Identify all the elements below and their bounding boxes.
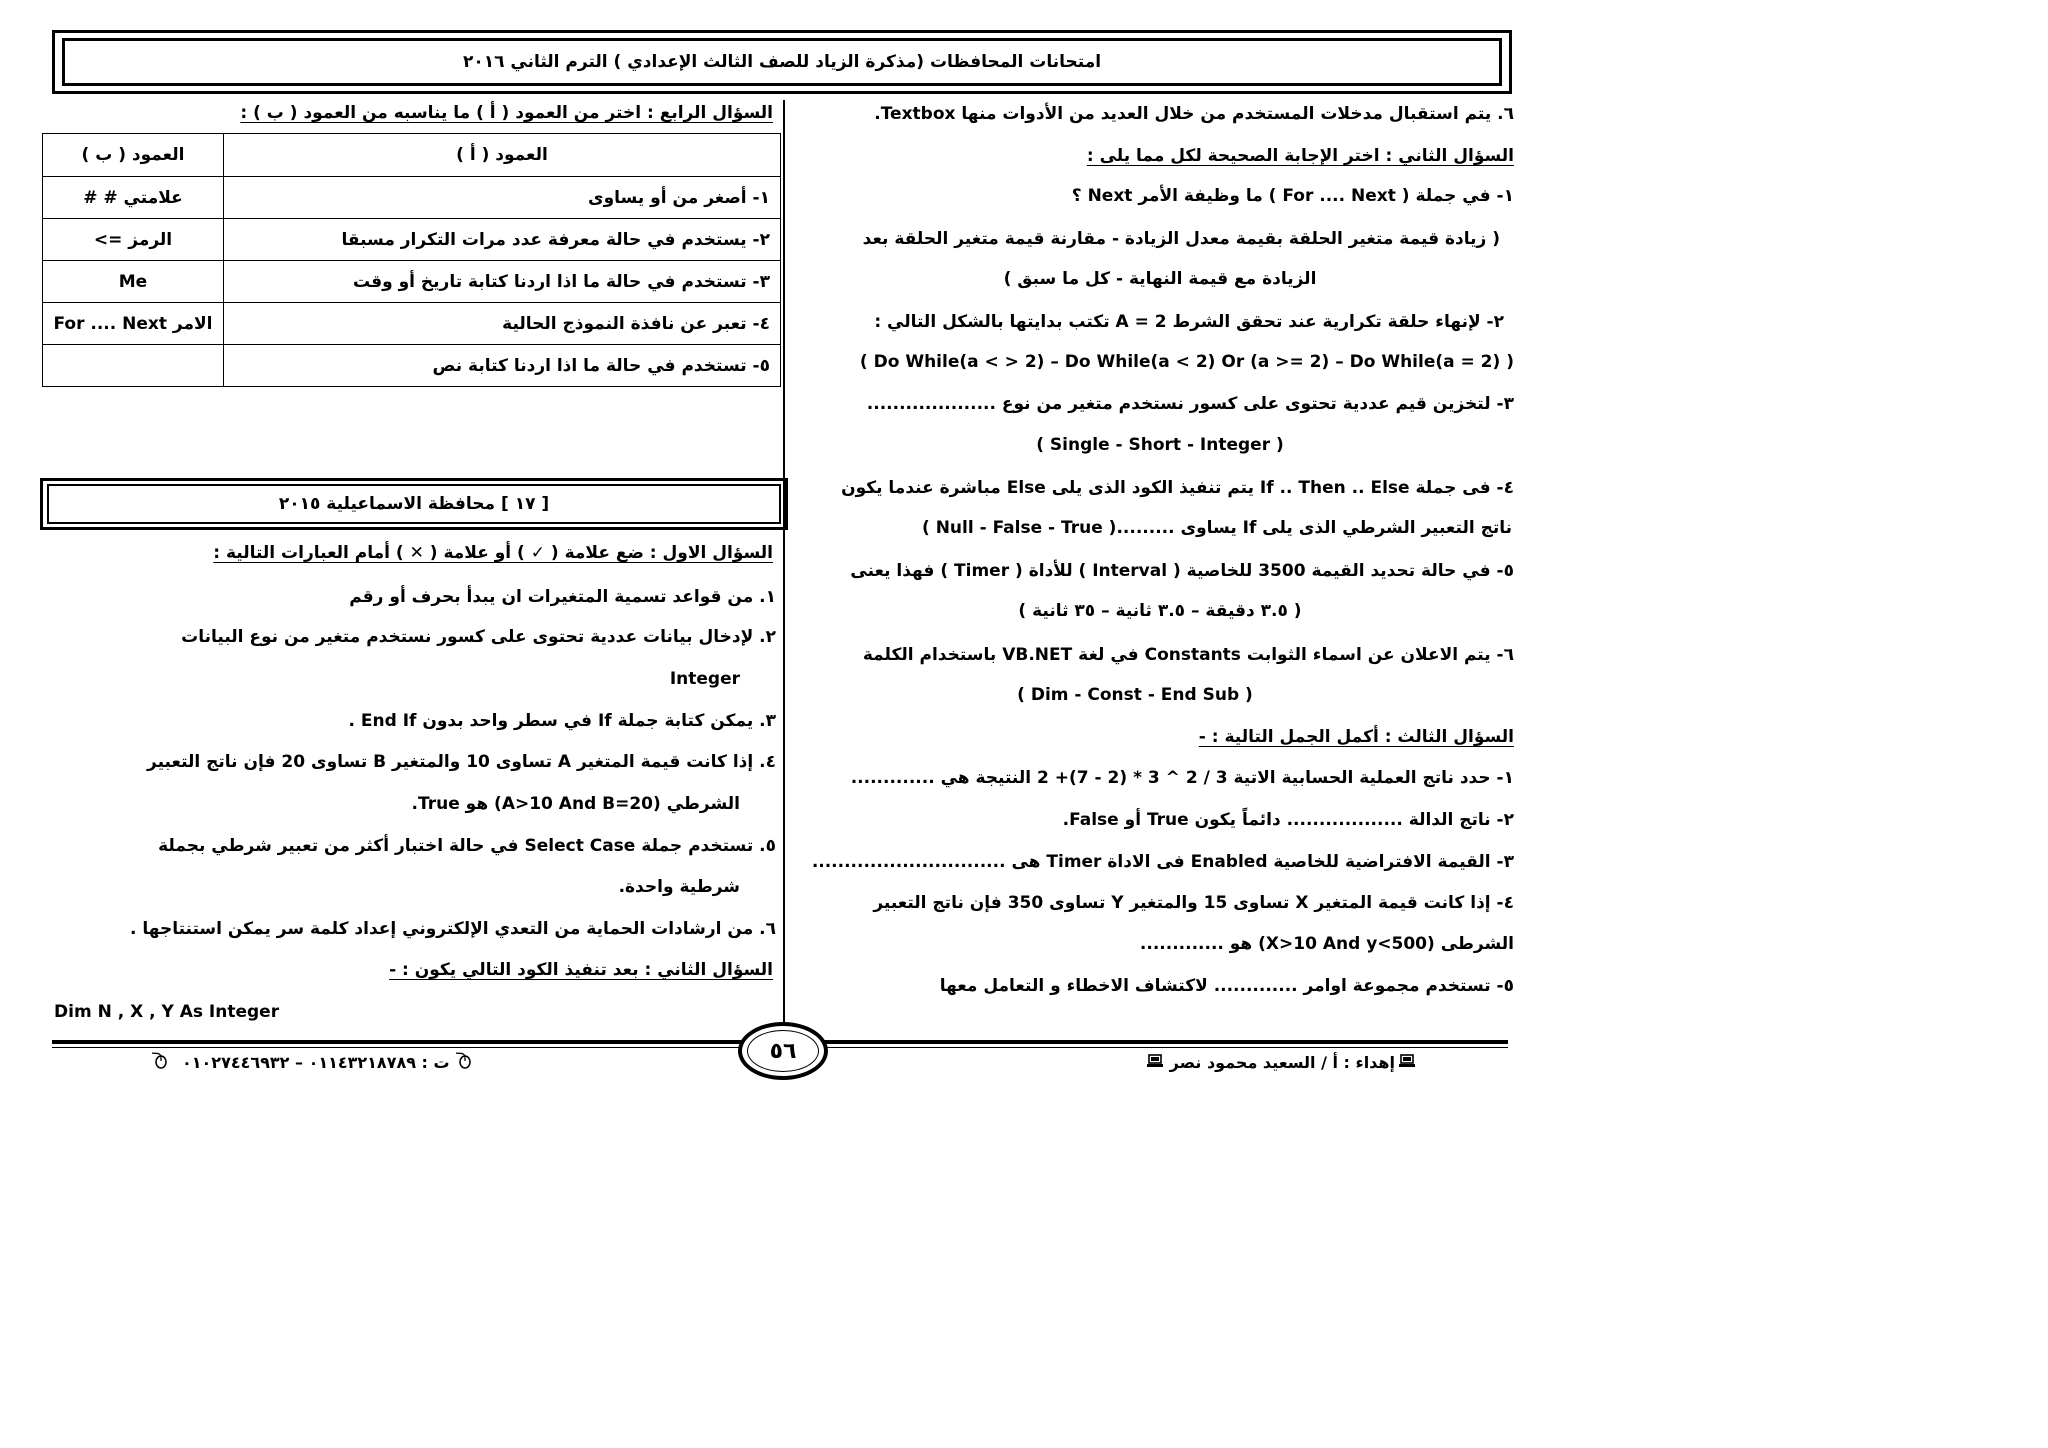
laptop-icon — [1398, 1053, 1416, 1072]
left-q2-title: السؤال الثاني : بعد تنفيذ الكود التالي يكون : - — [389, 960, 773, 980]
left-q1-1: ١. من قواعد تسمية المتغيرات ان يبدأ بحرف أو رقم — [349, 587, 776, 607]
code-line: Dim N , X , Y As Integer — [54, 1002, 280, 1022]
right-q3-4b: الشرطى (X>10 And y<500) هو ............. — [1139, 934, 1514, 954]
table-row — [43, 219, 781, 261]
header-title: امتحانات المحافظات (مذكرة الزياد للصف الثالث الإعدادي ) الترم الثاني ٢٠١٦ — [62, 38, 1502, 86]
right-q2-1: ١- في جملة ( For .... Next ) ما وظيفة الأمر Next ؟ — [1071, 186, 1514, 206]
right-q2-1-options-a: ( زيادة قيمة متغير الحلقة بقيمة معدل الزيادة - مقارنة قيمة متغير الحلقة بعد — [862, 229, 1500, 249]
table-cell-a: ٥- تستخدم في حالة ما اذا اردنا كتابة نص — [224, 345, 781, 387]
table-row — [43, 345, 781, 387]
left-q1-4a: ٤. إذا كانت قيمة المتغير A تساوى 10 والمتغير B تساوى 20 فإن ناتج التعبير — [147, 752, 776, 772]
table-row — [43, 303, 781, 345]
table-cell-b: الامر For .... Next — [43, 303, 224, 345]
right-q2-3: ٣- لتخزين قيم عددية تحتوى على كسور نستخدم متغير من نوع .................... — [866, 394, 1514, 414]
matching-table — [42, 133, 781, 387]
table-cell-b: الرمز => — [43, 219, 224, 261]
right-q3-5: ٥- تستخدم مجموعة اوامر ............. لاكتشاف الاخطاء و التعامل معها — [939, 976, 1514, 996]
right-q2-4b: ناتج التعبير الشرطي الذى يلى If يساوى .........( Null - False - True ) — [921, 518, 1512, 538]
right-q3-3: ٣- القيمة الافتراضية للخاصية Enabled فى الاداة Timer هى .............................. — [811, 852, 1514, 872]
right-q2-5-options: ( ٣.٥ دقيقة – ٣.٥ ثانية – ٣٥ ثانية ) — [1018, 601, 1302, 621]
left-q1-5a: ٥. تستخدم جملة Select Case في حالة اختبار أكثر من تعبير شرطي بجملة — [158, 836, 776, 856]
left-q1-title: السؤال الاول : ضع علامة ( ✓ ) أو علامة ( ✕ ) أمام العبارات التالية : — [213, 543, 773, 563]
right-q6-textbox: ٦. يتم استقبال مدخلات المستخدم من خلال العديد من الأدوات منها Textbox. — [874, 104, 1514, 124]
right-q3-1: ١- حدد ناتج العملية الحسابية الاتية 3 / 2 ^ 3 * (2 - 7)+ 2 النتيجة هي ............. — [850, 768, 1514, 788]
left-q1-4b: الشرطي (A>10 And B=20) هو True. — [411, 794, 740, 814]
right-q3-title: السؤال الثالث : أكمل الجمل التالية : - — [1198, 727, 1514, 747]
table-header-a: العمود ( أ ) — [224, 134, 781, 177]
table-cell-a: ٤- تعبر عن نافذة النموذج الحالية — [224, 303, 781, 345]
table-cell-a: ٣- تستخدم في حالة ما اذا اردنا كتابة تاريخ أو وقت — [224, 261, 781, 303]
right-q2-2: ٢- لإنهاء حلقة تكرارية عند تحقق الشرط A = 2 تكتب بدايتها بالشكل التالي : — [874, 312, 1504, 332]
left-q4-title: السؤال الرابع : اختر من العمود ( أ ) ما يناسبه من العمود ( ب ) : — [240, 103, 773, 123]
mouse-icon — [150, 1051, 168, 1073]
page-number: ٥٦ — [769, 1038, 797, 1064]
table-header-b: العمود ( ب ) — [43, 134, 224, 177]
page-number-badge — [738, 1022, 828, 1080]
right-q2-6: ٦- يتم الاعلان عن اسماء الثوابت Constants في لغة VB.NET باستخدام الكلمة — [862, 645, 1514, 665]
mouse-icon — [454, 1051, 472, 1073]
left-q1-2b: Integer — [669, 669, 740, 689]
table-row — [43, 261, 781, 303]
laptop-icon — [1146, 1053, 1164, 1072]
right-q2-title: السؤال الثاني : اختر الإجابة الصحيحة لكل مما يلى : — [1086, 146, 1514, 166]
column-divider — [783, 100, 785, 1038]
table-cell-b — [43, 345, 224, 387]
table-row — [43, 177, 781, 219]
left-q1-5b: شرطية واحدة. — [618, 877, 740, 897]
right-q2-4a: ٤- فى جملة If .. Then .. Else يتم تنفيذ الكود الذى يلى Else مباشرة عندما يكون — [841, 478, 1514, 498]
right-q2-3-options: ( Single - Short - Integer ) — [1036, 435, 1284, 455]
right-q2-1-options-b: الزيادة مع قيمة النهاية - كل ما سبق ) — [1003, 269, 1317, 289]
phones-text: ت : ٠١١٤٣٢١٨٧٨٩ – ٠١٠٢٧٤٤٦٩٣٢ — [182, 1052, 450, 1072]
right-q2-5: ٥- في حالة تحديد القيمة 3500 للخاصية ( Interval ) للأداة ( Timer ) فهذا يعنى — [850, 561, 1514, 581]
left-q1-3: ٣. يمكن كتابة جملة If في سطر واحد بدون End If . — [348, 711, 776, 731]
right-q2-2-options: ( Do While(a < > 2) – Do While(a < 2) Or (a >= 2) – Do While(a = 2) ) — [859, 352, 1514, 372]
right-q2-6-options: ( Dim - Const - End Sub ) — [1017, 685, 1253, 705]
table-cell-a: ١- أصغر من أو يساوى — [224, 177, 781, 219]
right-q3-2: ٢- ناتج الدالة .................. دائماً يكون True أو False. — [1062, 810, 1514, 830]
left-q1-2a: ٢. لإدخال بيانات عددية تحتوى على كسور نستخدم متغير من نوع البيانات — [181, 627, 776, 647]
table-cell-b: علامتي # # — [43, 177, 224, 219]
left-q1-6: ٦. من ارشادات الحماية من التعدي الإلكتروني إعداد كلمة سر يمكن استنتاجها . — [129, 919, 776, 939]
section-title: [ ١٧ ] محافظة الاسماعيلية ٢٠١٥ — [47, 484, 781, 524]
table-cell-b: Me — [43, 261, 224, 303]
footer-author — [1146, 1053, 1416, 1072]
footer-phones — [150, 1051, 472, 1073]
right-q3-4a: ٤- إذا كانت قيمة المتغير X تساوى 15 والمتغير Y تساوى 350 فإن ناتج التعبير — [873, 893, 1514, 913]
author-text: إهداء : أ / السعيد محمود نصر — [1169, 1053, 1395, 1072]
table-cell-a: ٢- يستخدم في حالة معرفة عدد مرات التكرار مسبقا — [224, 219, 781, 261]
